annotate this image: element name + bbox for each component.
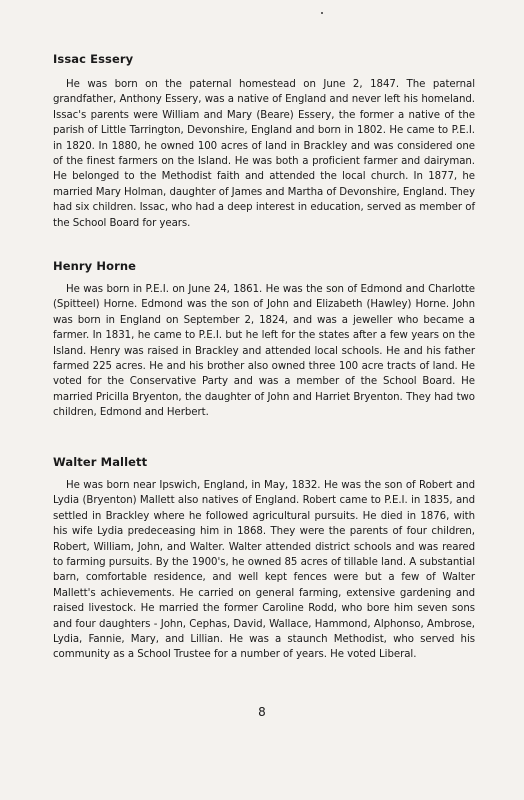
section-text-henry-horne: He was born in P.E.I. on June 24, 1861. He was the son of Edmond and Charlotte (Spitteel) Horne. Edmond was the son of John and Elizabeth (Hawley) Horne. John was born in England on September 2, 1824, and was a jeweller who became a farmer. In 1831, he came to P.E.I. but he left for the states after a few years on the Island. Henry was raised in Brackley and attended local schools. He and his father farmed 225 acres. He and his brother also owned three 100 acre tracts of land. He voted for the Conservative Party and was a member of the School Board. He married Pricilla Bryenton, the daughter of John and Harriet Bryenton. They had two children, Edmond and Herbert. xyxy=(53,284,475,419)
section-heading-issac-essery: Issac Essery xyxy=(53,52,134,66)
scan-speck xyxy=(321,12,323,14)
page-number: 8 xyxy=(258,705,266,719)
section-heading-walter-mallett: Walter Mallett xyxy=(53,455,148,469)
section-text-issac-essery: He was born on the paternal homestead on June 2, 1847. The paternal grandfather, Anthony Essery, was a native of England and never left his homeland. Issac's parents were William and Mary (Beare) Essery, the former a native of the parish of Little Tarrington, Devonshire, England and born in 1802. He came to P.E.I. in 1820. In 1880, he owned 100 acres of land in Brackley and was considered one of the finest farmers on the Island. He was both a proficient farmer and dairyman. He belonged to the Methodist faith and attended the local church. In 1877, he married Mary Holman, daughter of James and Martha of Devonshire, England. They had six children. Issac, who had a deep interest in education, served as member of the School Board for years. xyxy=(53,79,475,229)
section-heading-henry-horne: Henry Horne xyxy=(53,259,137,273)
section-text-walter-mallett: He was born near Ipswich, England, in May, 1832. He was the son of Robert and Lydia (Bryenton) Mallett also natives of England. Robert came to P.E.I. in 1835, and settled in Brackley where he followed agricultural pursuits. He died in 1876, with his wife Lydia predeceasing him in 1868. They were the parents of four children, Robert, William, John, and Walter. Walter attended district schools and was reared to farming pursuits. By the 1900's, he owned 85 acres of tillable land. A substantial barn, comfortable residence, and well kept fences were but a few of Walter Mallett's achievements. He carried on general farming, extensive gardening and raised livestock. He married the former Caroline Rodd, who bore him seven sons and four daughters - John, Cephas, David, Wallace, Hammond, Alphonso, Ambrose, Lydia, Fannie, Mary, and Lillian. He was a staunch Methodist, who served his community as a School Trustee for a number of years. He voted Liberal. xyxy=(53,480,475,661)
